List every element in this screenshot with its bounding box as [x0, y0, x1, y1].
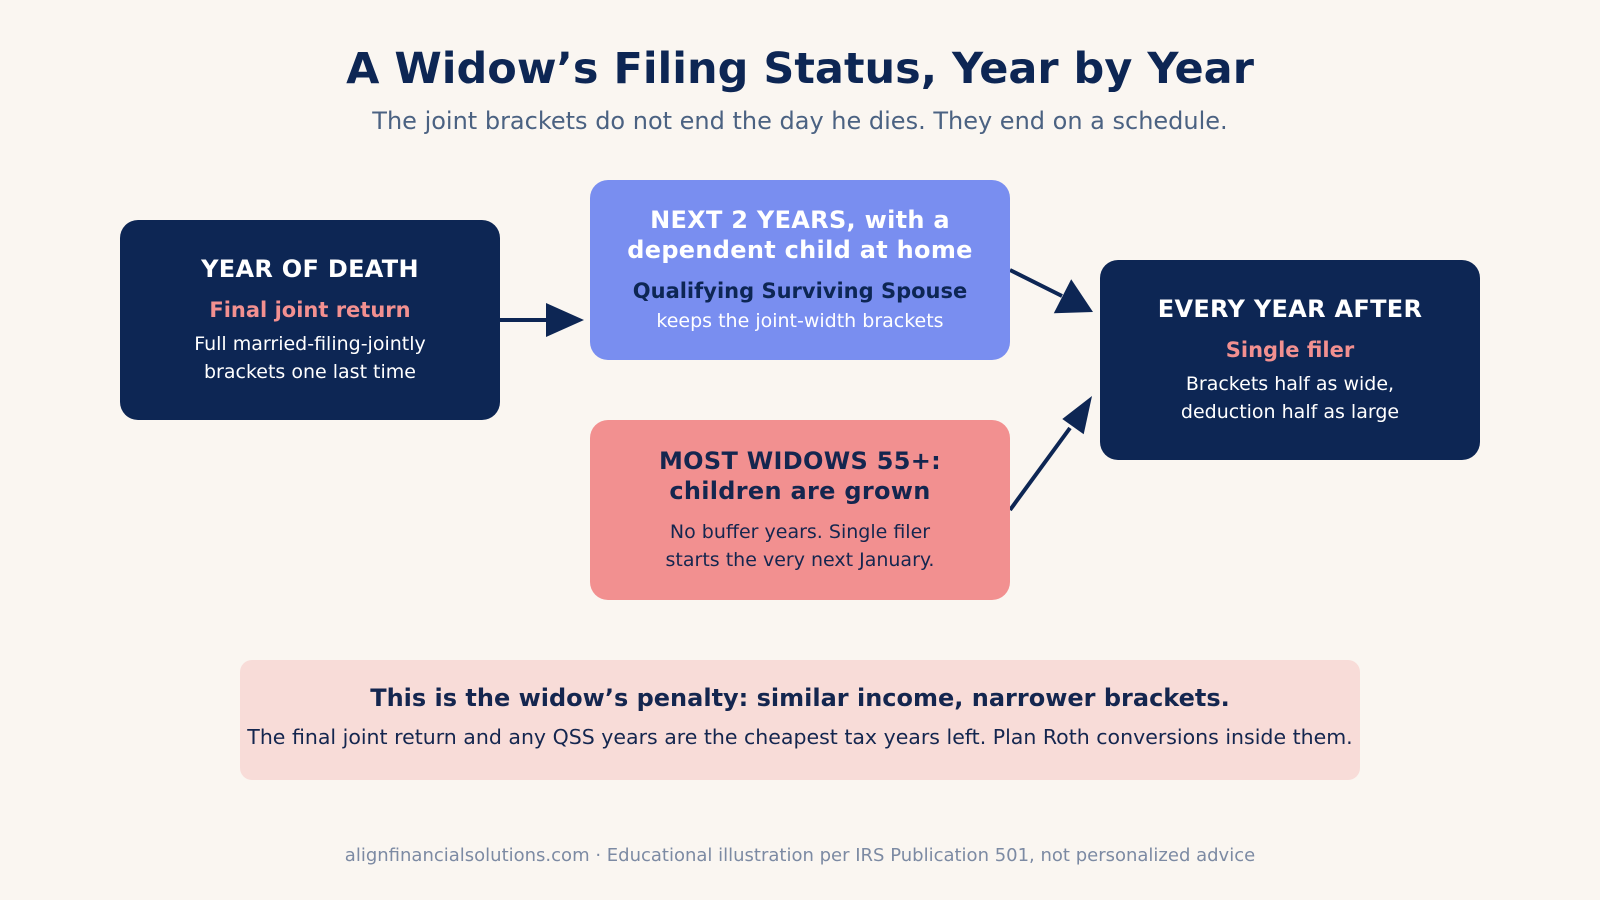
arrow-qss-to-after [1010, 270, 1093, 313]
widows-55-plus-title-line2: children are grown [669, 477, 931, 505]
every-year-after-text-line2: deduction half as large [1180, 401, 1400, 423]
every-year-after-title: EVERY YEAR AFTER [1157, 295, 1423, 323]
widows-55-plus-text-line2: starts the very next January. [665, 549, 935, 571]
next-two-years-title [627, 205, 972, 265]
year-of-death-description [194, 330, 426, 386]
year-of-death-text-line2: brackets one last time [203, 361, 416, 383]
footer-disclaimer: alignfinancialsolutions.com · Educational illustration per IRS Publication 501, not personalized advice [344, 845, 1256, 866]
arrow-grown-to-after [1010, 396, 1092, 510]
next-two-years-title-line2: dependent child at home [627, 236, 973, 264]
every-year-after-text-line1: Brackets half as wide, [1185, 373, 1395, 395]
next-two-years-box [590, 180, 1010, 360]
page-subtitle: The joint brackets do not end the day he dies. They end on a schedule. [372, 107, 1228, 135]
next-two-years-title-line1: NEXT 2 YEARS, with a [650, 206, 950, 234]
year-of-death-text-line1: Full married-filing-jointly [194, 333, 426, 355]
every-year-after-box [1100, 260, 1480, 460]
every-year-after-description [1181, 370, 1399, 426]
single-filer-label: Single filer [1225, 338, 1355, 362]
page-title: A Widow’s Filing Status, Year by Year [346, 44, 1254, 94]
qualifying-surviving-spouse-label: Qualifying Surviving Spouse [632, 279, 968, 303]
widows-penalty-heading: This is the widow’s penalty: similar income, narrower brackets. [370, 684, 1230, 712]
year-of-death-box [120, 220, 500, 420]
next-two-years-text: keeps the joint-width brackets [656, 310, 944, 332]
widows-penalty-text: The final joint return and any QSS years are the cheapest tax years left. Plan Roth conversions inside them. [247, 725, 1353, 749]
widows-55-plus-title-line1: MOST WIDOWS 55+: [658, 447, 942, 475]
year-of-death-title: YEAR OF DEATH [201, 255, 419, 283]
widows-55-plus-box [590, 420, 1010, 600]
arrow-death-to-qss [500, 303, 584, 337]
widows-55-plus-text-line1: No buffer years. Single filer [669, 521, 931, 543]
widows-55-plus-description [666, 518, 935, 574]
final-joint-return-label: Final joint return [209, 298, 411, 322]
widows-55-plus-title [659, 446, 941, 506]
widows-penalty-callout [240, 660, 1360, 780]
